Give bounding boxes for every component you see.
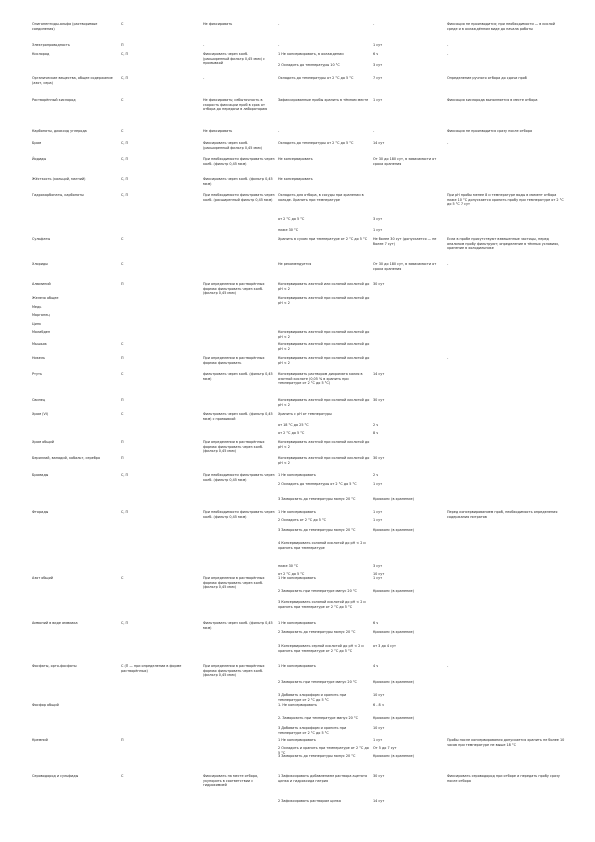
table-cell-c4: Охладить до температуры от 2 °С до 5 °С xyxy=(278,76,354,80)
table-cell-c2: П xyxy=(121,43,124,47)
table-cell-c2: С xyxy=(121,774,124,778)
table-cell-c6: Фиксация кислорода выполняется в месте отбора xyxy=(447,98,538,102)
table-cell-c1: Медь xyxy=(32,305,42,309)
table-cell-c5: Криоконс (в хранение) xyxy=(373,716,414,720)
table-cell-c6: - xyxy=(447,262,449,266)
table-cell-c5: 4 ч xyxy=(373,664,379,668)
table-cell-c4: Консервировать азотной при соляной кислотой до pH < 2 xyxy=(278,356,370,365)
table-cell-c4: 2 Заморозить до температуры минус 20 °С xyxy=(278,630,356,634)
table-cell-c2: С xyxy=(121,412,124,416)
table-cell-c2: С xyxy=(121,22,124,26)
table-cell-c3: При необходимости фильтровать через колб. (фильтр 0,45 мкм) xyxy=(203,473,275,482)
table-cell-c6: Фиксация не производится; при необходимости — в кислой среде и в охлаждённом виде до начала работы xyxy=(447,22,555,31)
table-cell-c1: Бромиды xyxy=(32,473,49,477)
table-cell-c5: 7 сут xyxy=(373,76,383,80)
table-cell-c3: Фиксировать через колб. (фильтр 0,45 мкм) xyxy=(203,177,273,186)
table-cell-c1: Сероводород и сульфиды xyxy=(32,774,79,778)
table-cell-c5: 14 сут xyxy=(373,141,385,145)
table-cell-c1: Хром общий xyxy=(32,440,54,444)
table-cell-c4: 3 Заморозить до температуры минус 20 °С xyxy=(278,497,356,501)
table-cell-c3: Фиксировать через колб. (расширенный фильтр 0,45 мкм) xyxy=(203,141,262,150)
table-cell-c3: Фиксировать на месте отбора, укупорить в соответствии с гидрохимией xyxy=(203,774,259,788)
table-cell-c2: С, П xyxy=(121,76,129,80)
table-cell-c6: Пробы после консервирования допускается хранить не более 10 часов при температуре не выше 18 °С xyxy=(447,738,565,747)
table-cell-c4: 1 Не консервировать xyxy=(278,473,316,477)
table-cell-c4: Хранить с pH от температуры xyxy=(278,412,332,416)
table-cell-c5: 1 сут xyxy=(373,738,383,742)
table-cell-c3: При определении в растворённых формах фильтровать через колб. (фильтр 0,45 мкм) xyxy=(203,576,265,590)
table-cell-c3: При необходимости фильтровать через колб. (фильтр 0,45 мкм) xyxy=(203,510,275,519)
table-cell-c1: Цинк xyxy=(32,322,42,326)
table-cell-c4: ниже 30 °С xyxy=(278,228,299,232)
table-cell-c5: Криоконс (в хранение) xyxy=(373,754,414,758)
table-cell-c5: 3 сут xyxy=(373,564,383,568)
table-cell-c4: 1 Не консервировать xyxy=(278,576,316,580)
table-cell-c6: Перед консервированием проб, необходимость определения содержания нитратов xyxy=(447,510,558,519)
table-cell-c3: При определении в растворённых формах фильтровать через колб. (фильтр 0,45 мкм) xyxy=(203,664,265,678)
table-cell-c5: Криоконс (в хранение) xyxy=(373,497,414,501)
table-cell-c4: 1 Не консервировать, в охлаждении xyxy=(278,52,344,56)
table-cell-c4: 3 Заморозить до температуры минус 20 °С xyxy=(278,528,356,532)
table-cell-c5: 1 сут xyxy=(373,518,383,522)
table-cell-c4: от 2 °С до 5 °С xyxy=(278,217,305,221)
table-cell-c4: от 2 °С до 5 °С xyxy=(278,431,305,435)
table-cell-c1: Аммоний в виде аммиака xyxy=(32,621,78,625)
table-cell-c4: Хранить в сухом при температуре от 2 °С до 5 °С xyxy=(278,237,368,241)
table-cell-c3: Фиксировать через колб. (расширенный фильтр 0,45 мкм) с промывкой xyxy=(203,52,265,66)
table-cell-c4: 1 Не консервировать xyxy=(278,664,316,668)
table-cell-c4: 2 Охладить и хранить при температуре от 2 °С до 5 °С xyxy=(278,746,369,755)
table-cell-c3: При определении в растворённых формах фильтровать xyxy=(203,356,265,365)
table-cell-c6: При pH пробы менее 8 и температуре воды в момент отбора ниже 10 °С допускается хранить пробу при температуре от 2 °С до 5 °С 7 сут xyxy=(447,193,564,207)
table-cell-c5: 30 сут xyxy=(373,456,385,460)
table-cell-c4: 3 Консервировать серной кислотой до pH < 2 и хранить при температуре от 2 °С до 5 °С xyxy=(278,644,364,653)
table-cell-c5: 2 ч xyxy=(373,473,379,477)
table-cell-c5: От 5 до 7 сут xyxy=(373,746,397,750)
table-cell-c2: С, П xyxy=(121,157,129,161)
table-cell-c4: 1. Не консервировать xyxy=(278,703,317,707)
table-cell-c6: Фиксация не производится сразу после отбора xyxy=(447,129,533,133)
table-cell-c3: При необходимости фильтровать через колб. (фильтр 0,45 мкм) xyxy=(203,157,275,166)
table-cell-c4: 1 Не консервировать xyxy=(278,621,316,625)
table-cell-c2: С xyxy=(121,237,124,241)
table-cell-c4: 4 Консервировать соляной кислотой до pH < 2 и хранить при температуре xyxy=(278,541,366,550)
table-cell-c6: Определение ручного отбора до сдачи проб xyxy=(447,76,527,80)
table-cell-c4: 3 Заморозить до температуры минус 20 °С xyxy=(278,754,356,758)
table-cell-c5: 3 сут xyxy=(373,63,383,67)
table-cell-c1: Железо общее xyxy=(32,296,59,300)
table-cell-c5: Криоконс (в хранение) xyxy=(373,528,414,532)
table-cell-c2: П xyxy=(121,356,124,360)
table-cell-c6: - xyxy=(447,356,449,360)
table-cell-c4: 2 Зафиксировать раствором цинка xyxy=(278,799,341,803)
table-cell-c1: Фосфор общий xyxy=(32,703,59,707)
table-cell-c5: 10 сут xyxy=(373,572,385,576)
table-cell-c6: - xyxy=(447,141,449,145)
table-cell-c5: 30 сут xyxy=(373,398,385,402)
table-cell-c1: Хром (VI) xyxy=(32,412,49,416)
table-cell-c5: 2 ч xyxy=(373,423,379,427)
table-cell-c5: 8 ч xyxy=(373,431,379,435)
table-cell-c4: Охладить для отбора, в сосуды при хранении в холоде. Хранить при температуре xyxy=(278,193,364,202)
table-cell-c1: Жёсткость (кальций, магний) xyxy=(32,177,86,181)
table-cell-c4: 3 Консервировать соляной кислотой до pH < 2 и хранить при температуре от 2 °С до 5 °С xyxy=(278,600,366,609)
table-cell-c4: 3 Добавить хлороформ и хранить при температуре от 2 °С до 5 °С xyxy=(278,693,347,702)
table-cell-c2: С xyxy=(121,262,124,266)
table-cell-c5: Криоконс (в хранение) xyxy=(373,630,414,634)
table-cell-c5: - xyxy=(373,129,375,133)
table-cell-c5: 1 сут xyxy=(373,43,383,47)
table-cell-c5: 6 ч xyxy=(373,52,379,56)
table-cell-c5: Не более 30 сут (допускается — не более 7 сут) xyxy=(373,237,437,246)
table-cell-c4: - xyxy=(278,22,280,26)
table-cell-c4: Консервировать азотной при соляной кислотой до pH < 2 xyxy=(278,342,370,351)
table-cell-c1: Йодиды xyxy=(32,157,47,161)
table-cell-c5: 14 сут xyxy=(373,372,385,376)
table-cell-c4: от 18 °С до 25 °С xyxy=(278,423,309,427)
table-cell-c4: 2 Заморозить при температуре минус 20 °С xyxy=(278,680,357,684)
table-cell-c1: Алюминий xyxy=(32,282,51,286)
table-cell-c4: 1 Не консервировать xyxy=(278,510,316,514)
table-cell-c2: С, П xyxy=(121,510,129,514)
table-cell-c2: С, П xyxy=(121,621,129,625)
table-cell-c1: Бериллий, ванадий, кобальт, серебро xyxy=(32,456,101,460)
table-cell-c1: Органические вещества, общее содержание (азот, сера) xyxy=(32,76,113,85)
table-cell-c4: Охладить до температуры от 2 °С до 5 °С xyxy=(278,141,354,145)
table-cell-c4: 2 Охладить до температуры 10 °С xyxy=(278,63,340,67)
table-cell-c5: 6 - 8 ч xyxy=(373,703,384,707)
table-cell-c1: Мышьяк xyxy=(32,342,47,346)
table-cell-c1: Электропроводность xyxy=(32,43,70,47)
table-cell-c1: Олигопептиды-альфа (растворимые соединения) xyxy=(32,22,98,31)
table-cell-c4: Консервировать азотной при соляной кислотой до pH < 2 xyxy=(278,398,370,407)
table-cell-c1: Бром xyxy=(32,141,42,145)
table-cell-c1: Фториды xyxy=(32,510,49,514)
table-cell-c5: 1 сут xyxy=(373,98,383,102)
table-cell-c2: П xyxy=(121,440,124,444)
table-cell-c2: С, П xyxy=(121,177,129,181)
table-cell-c5: 1 сут xyxy=(373,228,383,232)
table-cell-c5: 30 сут xyxy=(373,282,385,286)
table-cell-c5: От 30 до 180 сут, в зависимости от срока хранения xyxy=(373,262,437,271)
table-cell-c4: 2 Охладить от 2 °С до 5 °С xyxy=(278,518,327,522)
table-cell-c2: П xyxy=(121,456,124,460)
table-cell-c5: 30 сут xyxy=(373,774,385,778)
table-cell-c1: Молибден xyxy=(32,330,51,334)
table-cell-c4: - xyxy=(278,129,280,133)
table-cell-c2: С, П xyxy=(121,193,129,197)
table-cell-c4: Консервировать азотной при соляной кислотой до pH < 2 xyxy=(278,296,370,305)
table-cell-c1: Карбонаты, диоксид углерода xyxy=(32,129,87,133)
table-cell-c2: С xyxy=(121,98,124,102)
table-cell-c4: Консервировать азотной или соляной кислотой до pH < 2 xyxy=(278,282,370,291)
table-cell-c5: 10 сут xyxy=(373,726,385,730)
table-cell-c1: Сульфаты xyxy=(32,237,51,241)
table-cell-c5: 10 сут xyxy=(373,693,385,697)
table-cell-c3: Фильтровать через колб. (фильтр 0,45 мкм) xyxy=(203,621,273,630)
table-cell-c1: Азот общий xyxy=(32,576,54,580)
table-cell-c6: Если в пробе присутствуют взвешенные частицы, перед анализом пробу фильтруют; определение в тёмных условиях, хранение в холодильнике xyxy=(447,237,560,251)
table-cell-c2: С, П xyxy=(121,141,129,145)
table-cell-c3: Не фиксировать; избыточность в скорость фиксации проб в срок от отбора до передачи в лабораторию xyxy=(203,98,268,112)
table-cell-c3: - xyxy=(203,76,205,80)
table-cell-c2: С, П xyxy=(121,52,129,56)
table-cell-c4: Не консервировать xyxy=(278,177,313,181)
table-cell-c1: Хлориды xyxy=(32,262,48,266)
table-cell-c4: 1 Не консервировать xyxy=(278,738,316,742)
table-cell-c3: При определении в растворённых формах фильтровать через колб. (фильтр 0,45 мкм) xyxy=(203,440,265,454)
table-cell-c5: 14 сут xyxy=(373,799,385,803)
table-cell-c1: Кремний xyxy=(32,738,48,742)
table-cell-c5: Криоконс (в хранение) xyxy=(373,589,414,593)
table-cell-c2: С (П — при определении в форме растворённых) xyxy=(121,664,182,673)
table-cell-c2: С xyxy=(121,342,124,346)
table-cell-c1: Гидрокарбонаты, карбонаты xyxy=(32,193,84,197)
table-cell-c4: ниже 30 °С xyxy=(278,564,299,568)
table-cell-c2: С, П xyxy=(121,473,129,477)
table-cell-c1: Ртуть xyxy=(32,372,42,376)
table-cell-c4: Зафиксированные пробы хранить в тёмном месте xyxy=(278,98,369,102)
table-cell-c6: - xyxy=(447,664,449,668)
table-cell-c5: 6 ч xyxy=(373,621,379,625)
table-cell-c5: Криоконс (в хранение) xyxy=(373,680,414,684)
table-cell-c2: П xyxy=(121,282,124,286)
table-cell-c2: П xyxy=(121,738,124,742)
table-cell-c4: от 2 °С до 5 °С xyxy=(278,572,305,576)
table-cell-c6: Фиксировать сероводород при отборе и передать пробу сразу после отбора xyxy=(447,774,560,783)
table-cell-c1: Марганец xyxy=(32,313,50,317)
table-cell-c4: 2 Заморозить при температуре минус 20 °С xyxy=(278,589,357,593)
table-cell-c2: П xyxy=(121,398,124,402)
table-cell-c6: - xyxy=(447,52,449,56)
table-cell-c2: С xyxy=(121,372,124,376)
table-cell-c4: Консервировать раствором дихромата калия в азотной кислоте (0,05 % в хранить при температуре от 2 °С до 5 °С) xyxy=(278,372,363,386)
table-cell-c5: 1 сут xyxy=(373,576,383,580)
table-cell-c1: Свинец xyxy=(32,398,46,402)
table-cell-c3: Не фиксировать xyxy=(203,129,233,133)
table-cell-c3: При определении в растворённых формах фильтровать через колб. (фильтр 0,45 мкм) xyxy=(203,282,265,296)
table-cell-c3: - xyxy=(203,43,205,47)
table-cell-c4: 1 Зафиксировать добавлением раствора ацетата цинка и гидроксида натрия xyxy=(278,774,368,783)
table-cell-c3: При необходимости фильтровать через колб. (расширенный фильтр 0,45 мкм) xyxy=(203,193,275,202)
table-cell-c5: 1 сут xyxy=(373,482,383,486)
table-cell-c2: С xyxy=(121,576,124,580)
table-cell-c4: Консервировать азотной при соляной кислотой до pH < 2 xyxy=(278,456,370,465)
table-cell-c4: 2 Охладить до температуры от 2 °С до 5 °С xyxy=(278,482,357,486)
table-cell-c1: Растворённый кислород xyxy=(32,98,76,102)
table-cell-c6: - xyxy=(447,43,449,47)
table-cell-c4: Не рекомендуется xyxy=(278,262,312,266)
table-cell-c1: Никель xyxy=(32,356,46,360)
table-cell-c4: Консервировать азотной при соляной кислотой до pH < 2 xyxy=(278,440,370,449)
table-cell-c1: Кислород xyxy=(32,52,50,56)
table-cell-c1: Фосфаты, орто-фосфаты xyxy=(32,664,77,668)
table-cell-c3: фильтровать через колб. (фильтр 0,45 мкм) xyxy=(203,372,273,381)
table-cell-c4: Не консервировать xyxy=(278,157,313,161)
table-cell-c5: 1 сут xyxy=(373,510,383,514)
table-cell-c4: Консервировать азотной при соляной кислотой до pH < 2 xyxy=(278,330,370,339)
table-cell-c5: - xyxy=(373,22,375,26)
table-cell-c3: Фильтровать через колб. (фильтр 0,45 мкм) с промывкой xyxy=(203,412,273,421)
table-cell-c5: От 30 до 180 сут, в зависимости от срока хранения xyxy=(373,157,437,166)
table-cell-c5: 3 сут xyxy=(373,217,383,221)
table-cell-c4: 3 Добавить хлороформ и хранить при температуре от 2 °С до 5 °С xyxy=(278,726,347,735)
table-cell-c3: Не фиксировать xyxy=(203,22,233,26)
table-cell-c2: С xyxy=(121,129,124,133)
table-cell-c4: 2. Заморозить при температуре минус 20 °С xyxy=(278,716,358,720)
table-cell-c5: от 3 до 4 сут xyxy=(373,644,396,648)
table-cell-c4: - xyxy=(278,43,280,47)
